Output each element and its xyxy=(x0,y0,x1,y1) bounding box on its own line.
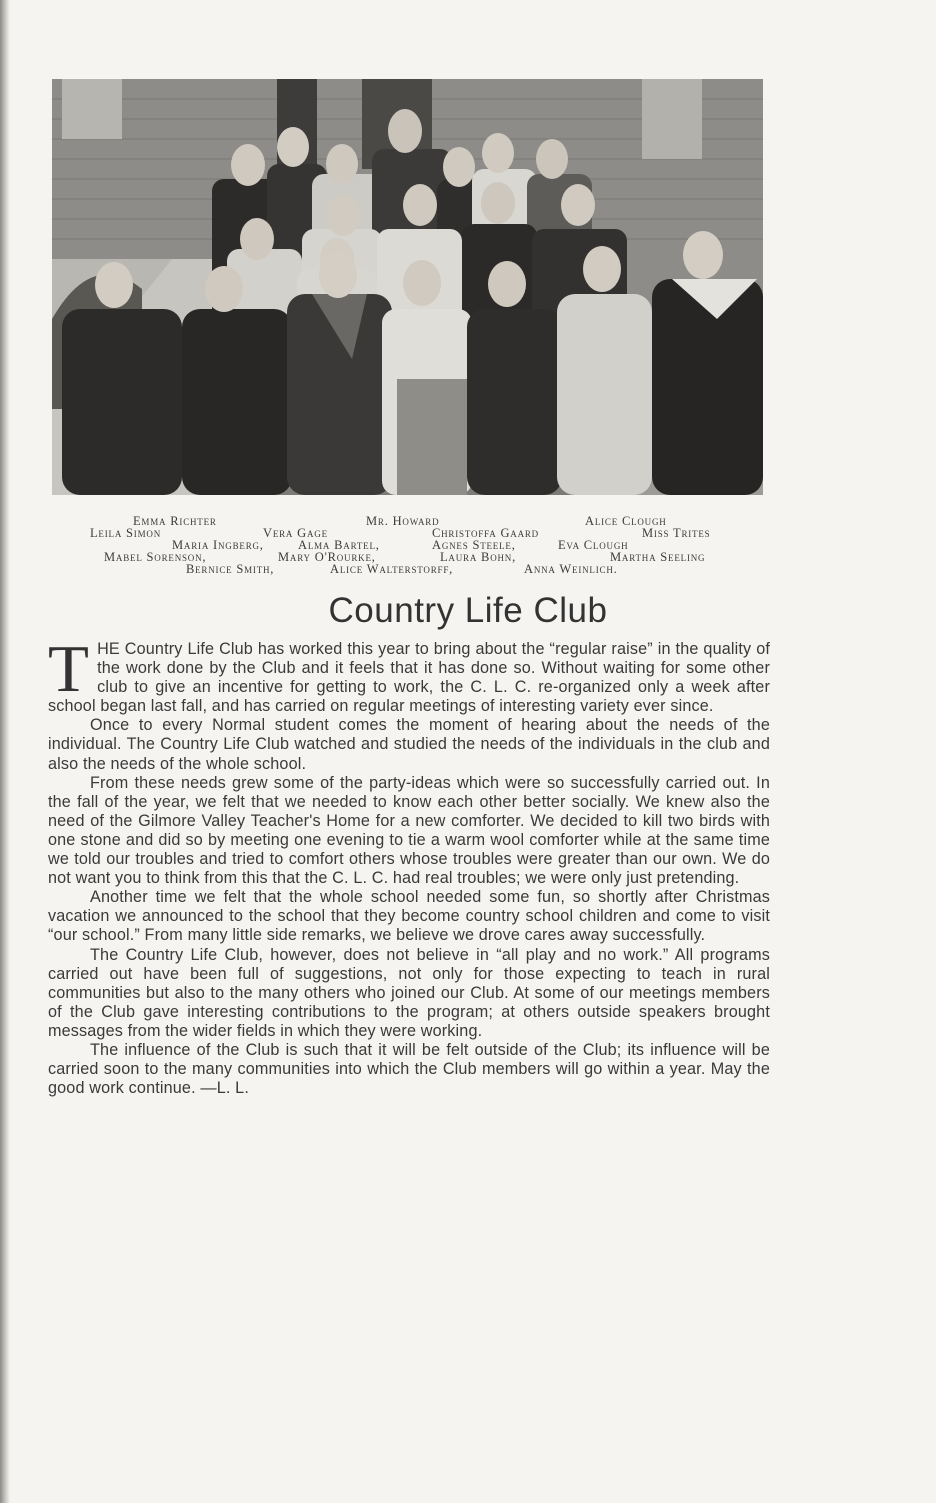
paragraph-4: Another time we felt that the whole school needed some fun, so shortly after Christmas vacation we announced to the school that they become country school children and come to visit “our school.” From many little side remarks, we believe we drove cares away successfully. xyxy=(48,888,770,945)
caption-name: Mary O'Rourke, xyxy=(278,550,376,564)
group-photo-icon xyxy=(52,79,763,495)
caption-name: Alice Clough xyxy=(585,514,667,528)
caption-name: Bernice Smith, xyxy=(186,562,275,576)
paragraph-2: Once to every Normal student comes the moment of hearing about the needs of the individual. The Country Life Club watched and studied the needs of the individuals in the club and also the needs of the whole school. xyxy=(48,716,770,773)
caption-name: Anna Weinlich. xyxy=(524,562,618,576)
paragraph-3: From these needs grew some of the party-ideas which were so successfully carried out. In the fall of the year, we felt that we needed to know each other better socially. We knew also the need of the Gilmore Valley Teacher's Home for a new comforter. We decided to kill two birds with one stone and did so by meeting one evening to tie a warm wool comforter while at the same time we told our troubles and tried to comfort others whose troubles were greater than our own. We do not want you to think from this that the C. L. C. had real troubles; we were only just pretending. xyxy=(48,773,770,888)
article-body xyxy=(48,632,770,1098)
caption-name: Mr. Howard xyxy=(366,514,440,528)
paragraph-5: The Country Life Club, however, does not believe in “all play and no work.” All programs carried out have been full of suggestions, not only for those expecting to teach in rural communities but also to the many others who joined our Club. At some of our meetings members of the Club gave interesting contributions to the program; at others outside speakers brought messages from the wider fields in which they were working. xyxy=(48,945,770,1040)
caption-name: Miss Trites xyxy=(642,526,711,540)
page-spine-shadow xyxy=(0,0,10,1503)
drop-cap: T xyxy=(48,632,90,706)
photo-caption xyxy=(0,515,936,579)
caption-name: Eva Clough xyxy=(558,538,629,552)
caption-name: Christoffa Gaard xyxy=(432,526,539,540)
caption-name: Laura Bohn, xyxy=(440,550,517,564)
paragraph-text: HE Country Life Club has worked this year to bring about the “regular raise” in the quality of the work done by the Club and it feels that it has done so. Without waiting for some other club to give an incentive for getting to work, the C. L. C. re-organized only a week after school began last fall, and has carried on regular meetings of interesting variety ever since. xyxy=(48,640,770,716)
caption-name: Alma Bartel, xyxy=(298,538,380,552)
caption-name: Leila Simon xyxy=(90,526,162,540)
paragraph-1 xyxy=(48,632,770,716)
paragraph-6: The influence of the Club is such that it will be felt outside of the Club; its influence will be carried soon to the many communities into which the Club members will go within a year. May the good work continue. —L. L. xyxy=(48,1040,770,1098)
group-photo xyxy=(52,79,763,495)
caption-name: Vera Gage xyxy=(263,526,328,540)
caption-name: Alice Walterstorff, xyxy=(330,562,454,576)
caption-name: Mabel Sorenson, xyxy=(104,550,207,564)
article-title: Country Life Club xyxy=(328,591,608,630)
caption-row-4 xyxy=(0,551,936,563)
caption-name: Agnes Steele, xyxy=(432,538,516,552)
caption-name: Maria Ingberg, xyxy=(172,538,264,552)
caption-name: Martha Seeling xyxy=(610,550,706,564)
caption-row-5 xyxy=(0,563,936,575)
caption-name: Emma Richter xyxy=(133,514,217,528)
